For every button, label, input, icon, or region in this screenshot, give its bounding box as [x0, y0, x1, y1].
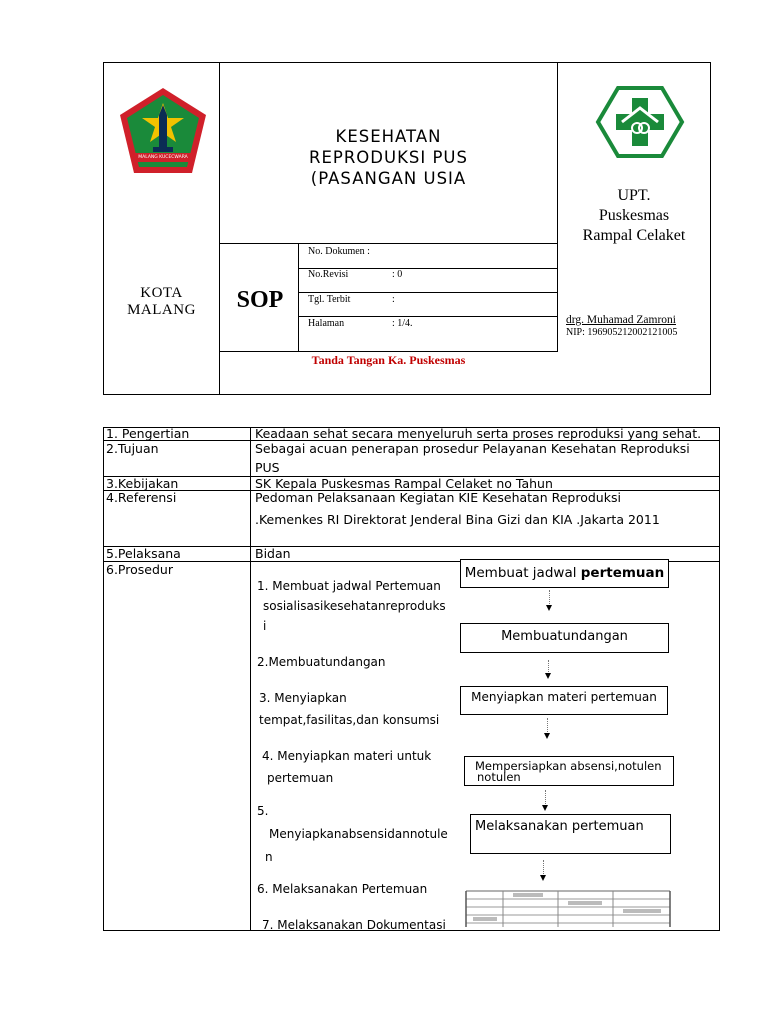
procedure-step-2 [257, 652, 386, 672]
city-logo-motto: MALANG KUCECWARA [138, 155, 188, 160]
procedure-step-6 [257, 880, 427, 898]
row-label-prosedur: 6.Prosedur [106, 562, 173, 577]
puskesmas-logo [596, 86, 684, 158]
procedure-step-4 [257, 745, 431, 789]
flow-stem-1 [549, 590, 551, 604]
row-label-pelaksana: 5.Pelaksana [106, 546, 181, 561]
doc-field-page-value: : 1/4. [392, 318, 413, 329]
flow-arrow-2 [545, 673, 551, 679]
title-line1: KESEHATAN [335, 127, 442, 146]
flow-stem-2 [548, 660, 550, 672]
flow-arrow-5 [540, 875, 546, 881]
doc-field-page-label: Halaman [308, 318, 345, 329]
official-nip: NIP: 196905212002121005 [566, 327, 678, 338]
flow-box-4 [464, 756, 674, 786]
row-content-tujuan-2: PUS [255, 460, 280, 475]
title-line3: (PASANGAN USIA [310, 169, 467, 188]
flow-stem-4 [545, 790, 547, 804]
flow-box-4-line1: Mempersiapkan absensi,notulen [475, 759, 662, 773]
procedure-step-3 [257, 687, 439, 731]
doc-field-date [308, 293, 395, 307]
flow-box-4-line2: notulen [477, 770, 521, 784]
embedded-document-thumbnail [463, 885, 673, 929]
flow-box-1-text: Membuat jadwal [464, 565, 581, 581]
row-content-kebijakan: SK Kepala Puskesmas Rampal Celaket no Tahun [255, 476, 553, 491]
signature-label: Tanda Tangan Ka. Puskesmas [311, 353, 466, 367]
step-3-line1: 3. Menyiapkan [259, 691, 347, 705]
row-content-tujuan-1: Sebagai acuan penerapan prosedur Pelayanan Kesehatan Reproduksi [255, 441, 690, 456]
step-1-line2: sosialisasikesehatanreproduks [263, 599, 446, 613]
procedure-step-5 [257, 800, 448, 869]
doc-field-date-label: Tgl. Terbit [308, 294, 351, 305]
step-1-line1: 1. Membuat jadwal Pertemuan [257, 579, 441, 593]
row-content-pengertian: Keadaan sehat secara menyeluruh serta proses reproduksi yang sehat. [255, 426, 702, 441]
org-line2: Puskesmas [598, 207, 670, 224]
row-label-kebijakan: 3.Kebijakan [106, 476, 179, 491]
city-name [104, 285, 219, 319]
org-line3: Rampal Celaket [582, 227, 686, 244]
step-1-line3: i [263, 619, 267, 633]
step-6-line1: 6. Melaksanakan Pertemuan [257, 882, 428, 896]
official-name: drg. Muhamad Zamroni [566, 314, 676, 326]
city-logo [117, 85, 209, 177]
row-content-pelaksana: Bidan [255, 546, 291, 561]
flow-box-3: Menyiapkan materi pertemuan [460, 686, 668, 715]
row-label-referensi: 4.Referensi [106, 490, 177, 505]
doc-field-date-value: : [392, 294, 395, 305]
city-name-line1: KOTA [140, 285, 183, 301]
step-5-line1: 5. [257, 804, 269, 818]
doc-field-number-value: : [367, 246, 370, 257]
row-content-referensi-2: .Kemenkes RI Direktorat Jenderal Bina Gizi dan KIA .Jakarta 2011 [255, 512, 660, 527]
flow-box-1-bold: pertemuan [580, 565, 665, 581]
doc-field-revision-label: No.Revisi [308, 269, 349, 280]
city-name-line2: MALANG [127, 302, 196, 318]
flow-arrow-1 [546, 605, 552, 611]
procedure-step-7 [257, 916, 446, 934]
row-label-tujuan: 2.Tujuan [106, 441, 159, 456]
flow-stem-5 [543, 860, 545, 874]
step-4-line2: pertemuan [267, 771, 334, 785]
doc-field-number [308, 245, 370, 259]
row-label-pengertian: 1. Pengertian [106, 426, 190, 441]
org-line1: UPT. [617, 187, 651, 204]
step-7-line1: 7. Melaksanakan Dokumentasi [262, 918, 446, 932]
sop-label: SOP [236, 287, 284, 313]
document-title [220, 126, 557, 188]
flow-arrow-4 [542, 805, 548, 811]
flow-arrow-3 [544, 733, 550, 739]
doc-field-revision-value: : 0 [392, 269, 403, 280]
doc-field-number-label: No. Dokumen [308, 246, 365, 257]
flow-box-2: Membuatundangan [460, 623, 669, 653]
step-4-line1: 4. Menyiapkan materi untuk [262, 749, 432, 763]
step-2-line1: 2.Membuatundangan [257, 655, 386, 669]
doc-field-page [308, 317, 413, 331]
step-5-line3: n [265, 850, 273, 864]
title-line2: REPRODUKSI PUS [309, 148, 468, 167]
row-content-referensi-1: Pedoman Pelaksanaan Kegiatan KIE Kesehatan Reproduksi [255, 490, 621, 505]
organization-name [558, 186, 710, 246]
doc-field-revision [308, 268, 402, 282]
step-3-line2: tempat,fasilitas,dan konsumsi [259, 713, 440, 727]
flow-stem-3 [547, 718, 549, 732]
procedure-step-1 [257, 576, 446, 636]
flow-box-5: Melaksanakan pertemuan [470, 814, 671, 854]
step-5-line2: Menyiapkanabsensidannotule [269, 827, 448, 841]
flow-box-1 [460, 559, 669, 588]
